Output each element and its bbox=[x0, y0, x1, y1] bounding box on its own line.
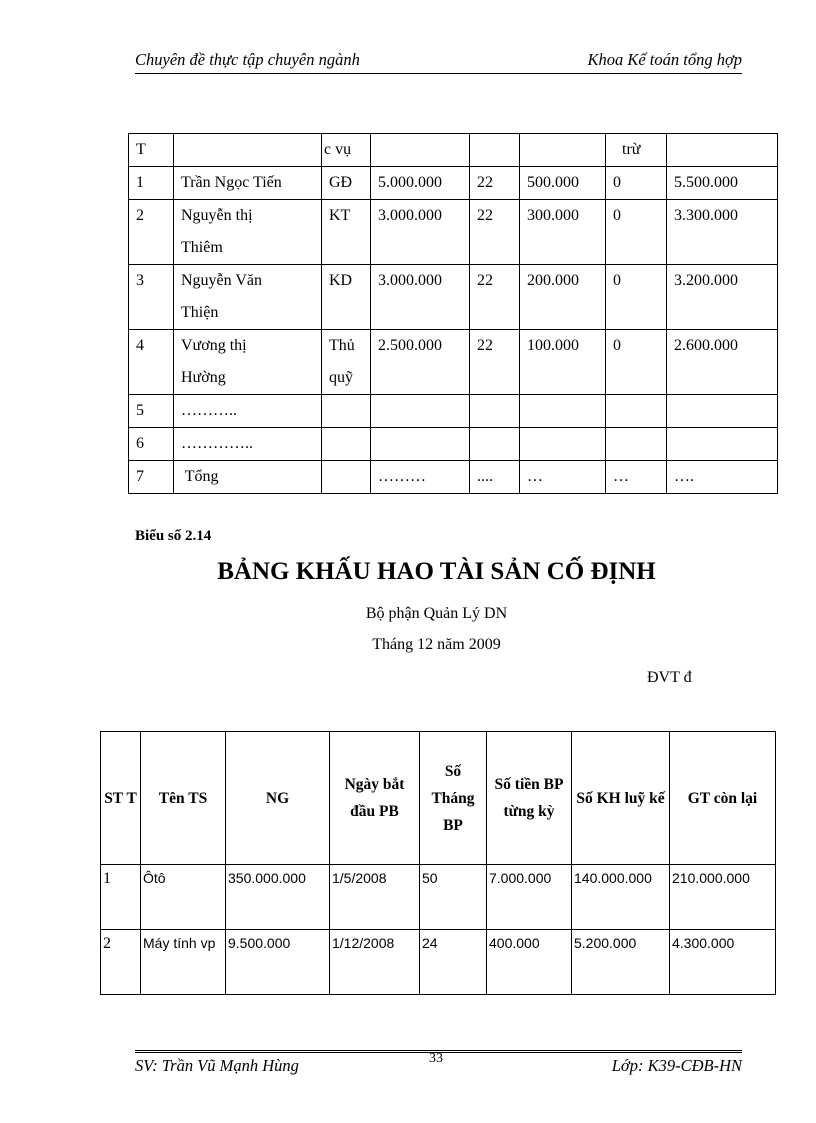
table-cell: 5.000.000 bbox=[371, 167, 470, 200]
table-cell: 7 bbox=[129, 461, 174, 494]
month-subtitle: Tháng 12 năm 2009 bbox=[372, 636, 501, 653]
table-cell bbox=[667, 428, 778, 461]
table-row bbox=[129, 265, 778, 330]
table-cell bbox=[520, 134, 606, 167]
table-row bbox=[101, 865, 776, 930]
table-cell: GĐ bbox=[322, 167, 371, 200]
table-cell: KD bbox=[322, 265, 371, 330]
table-cell: …. bbox=[667, 461, 778, 494]
table-cell: Vương thị Hường bbox=[174, 330, 322, 395]
column-header: Tên TS bbox=[141, 732, 226, 865]
table-cell: 50 bbox=[420, 865, 487, 930]
table-cell: 0 bbox=[606, 265, 667, 330]
table-cell: 3 bbox=[129, 265, 174, 330]
table-cell: 7.000.000 bbox=[487, 865, 572, 930]
page-number: 33 bbox=[429, 1051, 443, 1066]
column-header: GT còn lại bbox=[670, 732, 776, 865]
table-cell bbox=[667, 134, 778, 167]
table-cell: 3.200.000 bbox=[667, 265, 778, 330]
page-title: BẢNG KHẤU HAO TÀI SẢN CỐ ĐỊNH bbox=[217, 558, 656, 585]
column-header: Ngày bắt đầu PB bbox=[330, 732, 420, 865]
table-cell: 5.500.000 bbox=[667, 167, 778, 200]
table-cell: … bbox=[520, 461, 606, 494]
table-cell: 3.000.000 bbox=[371, 265, 470, 330]
header-left: Chuyên đề thực tập chuyên ngành bbox=[135, 50, 360, 69]
table-cell: 1/12/2008 bbox=[330, 930, 420, 995]
table-cell bbox=[667, 395, 778, 428]
table-cell: 0 bbox=[606, 330, 667, 395]
table-row bbox=[129, 330, 778, 395]
table-cell: 4.300.000 bbox=[670, 930, 776, 995]
table-cell: 400.000 bbox=[487, 930, 572, 995]
table-cell: 5 bbox=[129, 395, 174, 428]
table-cell: Trần Ngọc Tiến bbox=[174, 167, 322, 200]
table-cell: ……… bbox=[371, 461, 470, 494]
table-cell: 4 bbox=[129, 330, 174, 395]
table-cell: 100.000 bbox=[520, 330, 606, 395]
table-cell: 0 bbox=[606, 167, 667, 200]
table-cell bbox=[322, 461, 371, 494]
unit-label: ĐVT đ bbox=[647, 669, 692, 686]
table-cell bbox=[322, 395, 371, 428]
table-row bbox=[129, 167, 778, 200]
table-cell: Máy tính vp bbox=[141, 930, 226, 995]
table-cell: KT bbox=[322, 200, 371, 265]
table-cell: 24 bbox=[420, 930, 487, 995]
table-cell: 500.000 bbox=[520, 167, 606, 200]
table-cell: 2 bbox=[101, 930, 141, 995]
table-cell: 22 bbox=[470, 167, 520, 200]
table-cell: T bbox=[129, 134, 174, 167]
department-subtitle: Bộ phận Quản Lý DN bbox=[365, 605, 508, 622]
table-cell bbox=[371, 395, 470, 428]
column-header: ST T bbox=[101, 732, 141, 865]
table-cell: 1 bbox=[129, 167, 174, 200]
table-cell: .... bbox=[470, 461, 520, 494]
table-cell: 22 bbox=[470, 265, 520, 330]
table-cell: 3.300.000 bbox=[667, 200, 778, 265]
page-header bbox=[135, 50, 742, 74]
table-cell: 2 bbox=[129, 200, 174, 265]
table-cell: ………….. bbox=[174, 428, 322, 461]
table-row bbox=[129, 200, 778, 265]
table-cell bbox=[322, 428, 371, 461]
table-row bbox=[129, 428, 778, 461]
table-cell: … bbox=[606, 461, 667, 494]
table-row bbox=[129, 395, 778, 428]
table-cell: 5.200.000 bbox=[572, 930, 670, 995]
table-cell: 9.500.000 bbox=[226, 930, 330, 995]
footer-left: SV: Trần Vũ Mạnh Hùng bbox=[135, 1056, 299, 1075]
depreciation-table bbox=[100, 731, 776, 995]
table-header-row bbox=[101, 732, 776, 865]
table-cell: ……….. bbox=[174, 395, 322, 428]
table-cell: 22 bbox=[470, 330, 520, 395]
salary-table bbox=[128, 133, 778, 494]
header-right: Khoa Kế toán tổng hợp bbox=[587, 50, 742, 69]
table-cell bbox=[470, 428, 520, 461]
table-cell: 2.500.000 bbox=[371, 330, 470, 395]
header-rule bbox=[135, 73, 742, 74]
table-row bbox=[101, 930, 776, 995]
table-cell: Tổng bbox=[174, 461, 322, 494]
table-caption: Biểu số 2.14 bbox=[135, 528, 212, 544]
table-cell bbox=[371, 134, 470, 167]
table-cell: 1 bbox=[101, 865, 141, 930]
table-cell: 200.000 bbox=[520, 265, 606, 330]
table-cell bbox=[606, 395, 667, 428]
column-header: Số KH luỹ kế bbox=[572, 732, 670, 865]
table-cell: Nguyễn thị Thiêm bbox=[174, 200, 322, 265]
table-cell: c vụ bbox=[322, 134, 371, 167]
table-cell bbox=[606, 428, 667, 461]
table-cell: 210.000.000 bbox=[670, 865, 776, 930]
table-cell: 1/5/2008 bbox=[330, 865, 420, 930]
table-cell: trừ bbox=[606, 134, 667, 167]
table-cell: 140.000.000 bbox=[572, 865, 670, 930]
table-cell bbox=[470, 395, 520, 428]
table-cell: 3.000.000 bbox=[371, 200, 470, 265]
table-cell: Ôtô bbox=[141, 865, 226, 930]
column-header: Số tiền BP từng kỳ bbox=[487, 732, 572, 865]
table-cell: 350.000.000 bbox=[226, 865, 330, 930]
table-cell: 2.600.000 bbox=[667, 330, 778, 395]
table-cell: Thủ quỹ bbox=[322, 330, 371, 395]
table-cell bbox=[470, 134, 520, 167]
page-footer bbox=[135, 1053, 742, 1077]
table-cell: Nguyễn Văn Thiện bbox=[174, 265, 322, 330]
table-cell: 0 bbox=[606, 200, 667, 265]
table-cell bbox=[520, 428, 606, 461]
table-row bbox=[129, 461, 778, 494]
table-cell: 22 bbox=[470, 200, 520, 265]
column-header: NG bbox=[226, 732, 330, 865]
table-cell bbox=[174, 134, 322, 167]
table-cell: 300.000 bbox=[520, 200, 606, 265]
table-cell bbox=[520, 395, 606, 428]
column-header: Số Tháng BP bbox=[420, 732, 487, 865]
table-row bbox=[129, 134, 778, 167]
footer-right: Lớp: K39-CĐB-HN bbox=[611, 1056, 742, 1075]
table-cell: 6 bbox=[129, 428, 174, 461]
table-cell bbox=[371, 428, 470, 461]
